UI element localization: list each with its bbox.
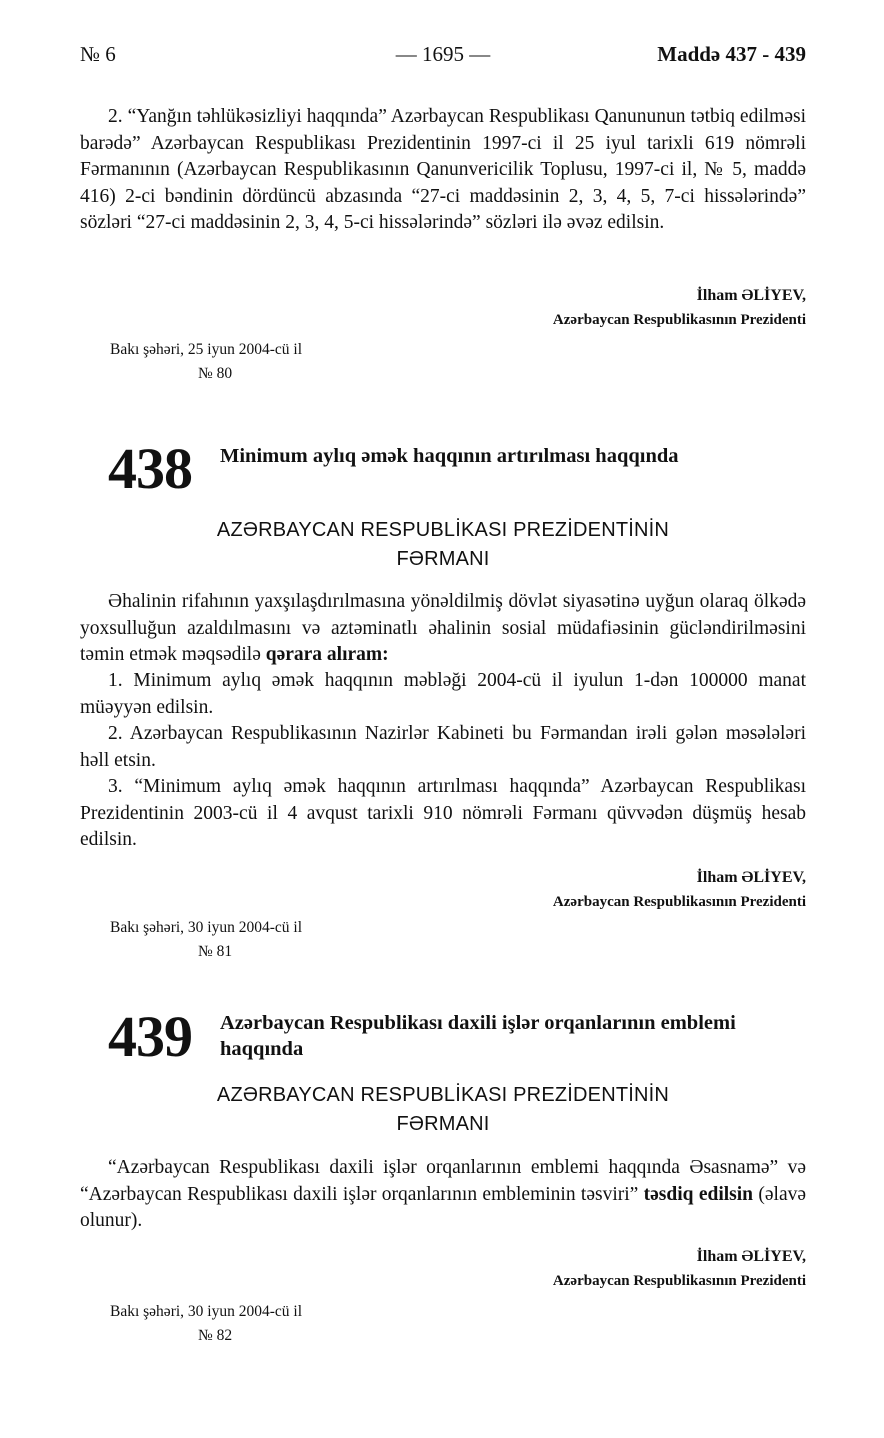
decree-438-place-date xyxy=(110,916,302,964)
body-text: “Azərbaycan Respublikası daxili işlər orqanlarının emblemi haqqında Əsasnamə” və “Azərbaycan Respublikası daxili işlər orqanlarının embleminin təsviri” xyxy=(80,1157,806,1205)
page-header xyxy=(80,42,806,72)
signer-name: İlham ƏLİYEV, xyxy=(696,1248,806,1265)
decree-438-heading xyxy=(80,516,806,574)
page-number: — 1695 — xyxy=(395,42,491,66)
signer-title: Azərbaycan Respublikasının Prezidenti xyxy=(552,894,806,910)
signer-title: Azərbaycan Respublikasının Prezidenti xyxy=(552,1273,806,1289)
decree-438-title: Minimum aylıq əmək haqqının artırılması haqqında xyxy=(220,445,679,467)
heading-line-1: AZƏRBAYCAN RESPUBLİKASI PREZİDENTİNİN xyxy=(216,1084,670,1106)
decree-439-title: Azərbaycan Respublikası daxili işlər orqanlarının emblemi haqqında xyxy=(220,1012,736,1060)
decree-437-signature xyxy=(553,284,806,332)
decree-437-place-date xyxy=(110,338,302,386)
decree-439-place-date xyxy=(110,1300,302,1348)
decree-439-signature xyxy=(553,1245,806,1293)
decree-number: № 80 xyxy=(198,365,233,382)
decree-437-paragraph-2: 2. “Yanğın təhlükəsizliyi haqqında” Azərbaycan Respublikası Qanununun tətbiq edilməsi barədə” Azərbaycan Respublikası Prezidentinin 1997-ci il 25 iyul tarixli 619 nömrəli Fərmanının (Azərbaycan Respublikasının Qanunvericilik Toplusu, 1997-ci il, № 5, maddə 416) 2-ci bəndinin dördüncü abzasında “27-ci maddəsinin 2, 3, 4, 5, 7-ci hissələrində” sözləri “27-ci maddəsinin 2, 3, 4, 5-ci hissələrində” sözləri ilə əvəz edilsin. xyxy=(80,106,806,233)
decree-438-item-3: 3. “Minimum aylıq əmək haqqının artırılması haqqında” Azərbaycan Respublikası Prezidentinin 2003-cü il 4 avqust tarixli 910 nömrəli Fərmanı qüvvədən düşmüş hesab edilsin. xyxy=(80,776,806,850)
body-end: (əlavə olunur). xyxy=(80,1183,807,1231)
intro-text: Əhalinin rifahının yaxşılaşdırılmasına yönəldilmiş dövlət siyasətinə uyğun olaraq ölkədə yoxsulluğun azaldılmasını və aztəminatlı əhalinin sosial müdafiəsinin gücləndirilməsini təmin etmək məqsədilə xyxy=(80,591,806,665)
decree-439-body xyxy=(80,1155,806,1235)
body-decision: təsdiq edilsin xyxy=(643,1183,754,1205)
decree-number: № 82 xyxy=(198,1327,233,1344)
article-range: Maddə 437 - 439 xyxy=(657,42,806,66)
heading-line-1: AZƏRBAYCAN RESPUBLİKASI PREZİDENTİNİN xyxy=(216,519,670,541)
decree-439-number: 439 xyxy=(108,1004,192,1069)
issue-number: № 6 xyxy=(80,42,116,66)
signer-name: İlham ƏLİYEV, xyxy=(696,869,806,886)
place-date: Bakı şəhəri, 30 iyun 2004-cü il xyxy=(110,919,302,936)
decree-438-intro xyxy=(80,589,806,669)
decree-438-item-1: 1. Minimum aylıq əmək haqqının məbləği 2004-cü il iyulun 1-dən 100000 manat müəyyən edilsin. xyxy=(80,670,806,718)
place-date: Bakı şəhəri, 25 iyun 2004-cü il xyxy=(110,341,302,358)
signer-title: Azərbaycan Respublikasının Prezidenti xyxy=(552,312,806,328)
heading-line-2: FƏRMANI xyxy=(396,548,490,570)
signer-name: İlham ƏLİYEV, xyxy=(696,287,806,304)
decree-438-item-2: 2. Azərbaycan Respublikasının Nazirlər Kabineti bu Fərmandan irəli gələn məsələləri həll etsin. xyxy=(80,723,806,771)
decree-number: № 81 xyxy=(198,943,233,960)
decree-438-number: 438 xyxy=(108,436,192,501)
place-date: Bakı şəhəri, 30 iyun 2004-cü il xyxy=(110,1303,302,1320)
intro-decision: qərara alıram: xyxy=(265,644,389,665)
heading-line-2: FƏRMANI xyxy=(396,1113,490,1135)
decree-439-heading xyxy=(80,1081,806,1139)
decree-438-signature xyxy=(553,866,806,914)
